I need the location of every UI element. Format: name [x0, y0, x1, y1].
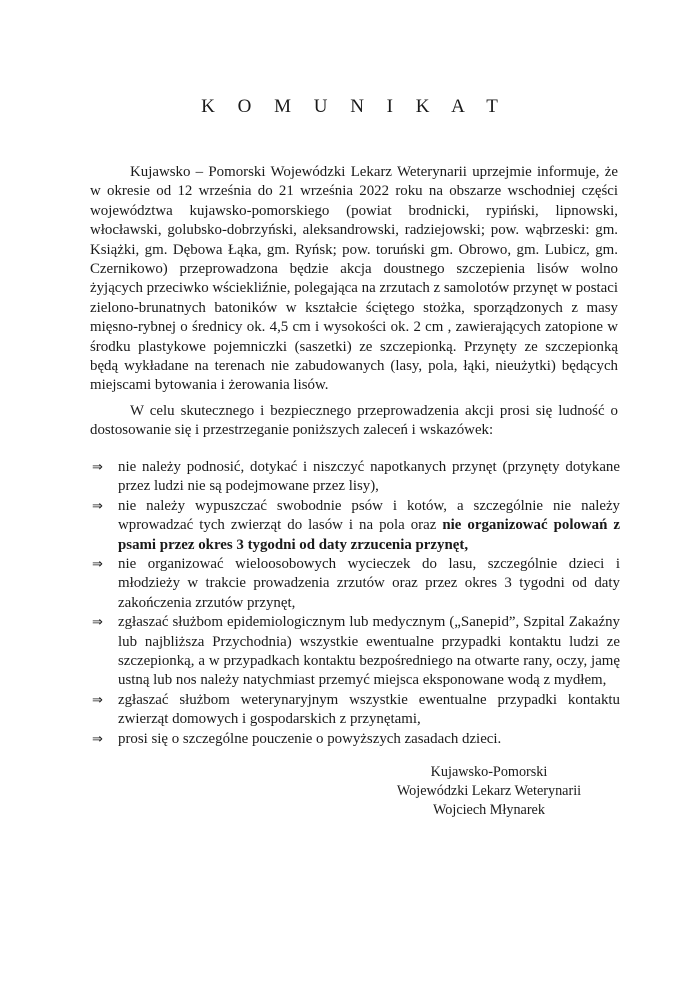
list-item-text: zgłaszać służbom epidemiologicznym lub medycznym („Sanepid”, Szpital Zakaźny lub najbliższa Przychodnia) wszystkie ewentualne przypadki kontaktu ludzi ze szczepionką, a w przypadkach kontaktu bezpośredniego na otwarte rany, oczy, jamę ustną lub nos należy natychmiast przemyć miejsca eksponowane wodą z mydłem,	[118, 614, 620, 689]
signature-line-office: Wojewódzki Lekarz Weterynarii	[396, 783, 582, 799]
list-item-text: zgłaszać służbom weterynaryjnym wszystkie ewentualne przypadki kontaktu zwierząt domowych i gospodarskich z przynętami,	[118, 691, 620, 728]
arrow-icon: ⇒	[92, 498, 103, 514]
list-item	[90, 497, 620, 555]
list-item-text: nie należy podnosić, dotykać i niszczyć napotkanych przynęt (przynęty dotykane przez ludzi nie są podejmowane przez lisy),	[118, 459, 620, 495]
list-item-text: prosi się o szczególne pouczenie o powyższych zasadach dzieci.	[118, 730, 502, 747]
list-item	[90, 458, 620, 497]
intro-paragraph: Kujawsko – Pomorski Wojewódzki Lekarz Weterynarii uprzejmie informuje, że w okresie od 12 września do 21 września 2022 roku na obszarze wschodniej części województwa kujawsko-pomorskiego (powiat brodnicki, rypiński, lipnowski, włocławski, golubsko-dobrzyński, aleksandrowski, radziejowski; pow. wąbrzeski: gm. Książki, gm. Dębowa Łąka, gm. Ryńsk; pow. toruński gm. Obrowo, gm. Lubicz, gm. Czernikowo) przeprowadzona będzie akcja doustnego szczepienia lisów wolno żyjących przeciwko wściekliźnie, polegająca na zrzutach z samolotów przynęt w postaci zielono-brunatnych batoników w kształcie ściętego stożka, sporządzonych z masy mięsno-rybnej o średnicy ok. 4,5 cm i wysokości ok. 2 cm , zawierających zatopione w środku plastykowe pojemniczki (saszetki) ze szczepionką. Przynęty ze szczepionką będą wykładane na terenach nie zabudowanych (lasy, pola, łąki, nieużytki) będących miejscami bytowania i żerowania lisów.	[90, 164, 618, 394]
document-title: K O M U N I K A T	[201, 96, 507, 117]
list-item	[90, 613, 620, 691]
arrow-icon: ⇒	[92, 615, 103, 631]
list-item	[90, 691, 620, 730]
signature-line-name: Wojciech Młynarek	[433, 802, 545, 818]
list-item-text: nie organizować wieloosobowych wycieczek do lasu, szczególnie dzieci i młodzieży w trakcie prowadzenia zrzutów oraz przez okres 3 tygodni od daty zakończenia zrzutów przynęt,	[118, 556, 620, 611]
signature-line-region: Kujawsko-Pomorski	[430, 764, 548, 780]
arrow-icon: ⇒	[92, 692, 103, 708]
request-paragraph: W celu skutecznego i bezpiecznego przeprowadzenia akcji prosi się ludność o dostosowanie się i przestrzeganie poniższych zaleceń i wskazówek:	[90, 403, 618, 439]
list-item	[90, 555, 620, 613]
list-item-bold-text: nie organizować polowań z psami przez okres 3 tygodni od daty zrzucenia przynęt,	[118, 517, 621, 553]
signature-block	[384, 763, 594, 820]
arrow-icon: ⇒	[92, 731, 103, 747]
arrow-icon: ⇒	[92, 557, 103, 573]
list-item-text: nie należy wypuszczać swobodnie psów i kotów, a szczególnie nie należy wprowadzać tych zwierząt do lasów i na pola oraz	[118, 497, 620, 534]
arrow-icon: ⇒	[92, 460, 103, 475]
list-item	[90, 730, 620, 749]
recommendations-list	[90, 458, 620, 749]
